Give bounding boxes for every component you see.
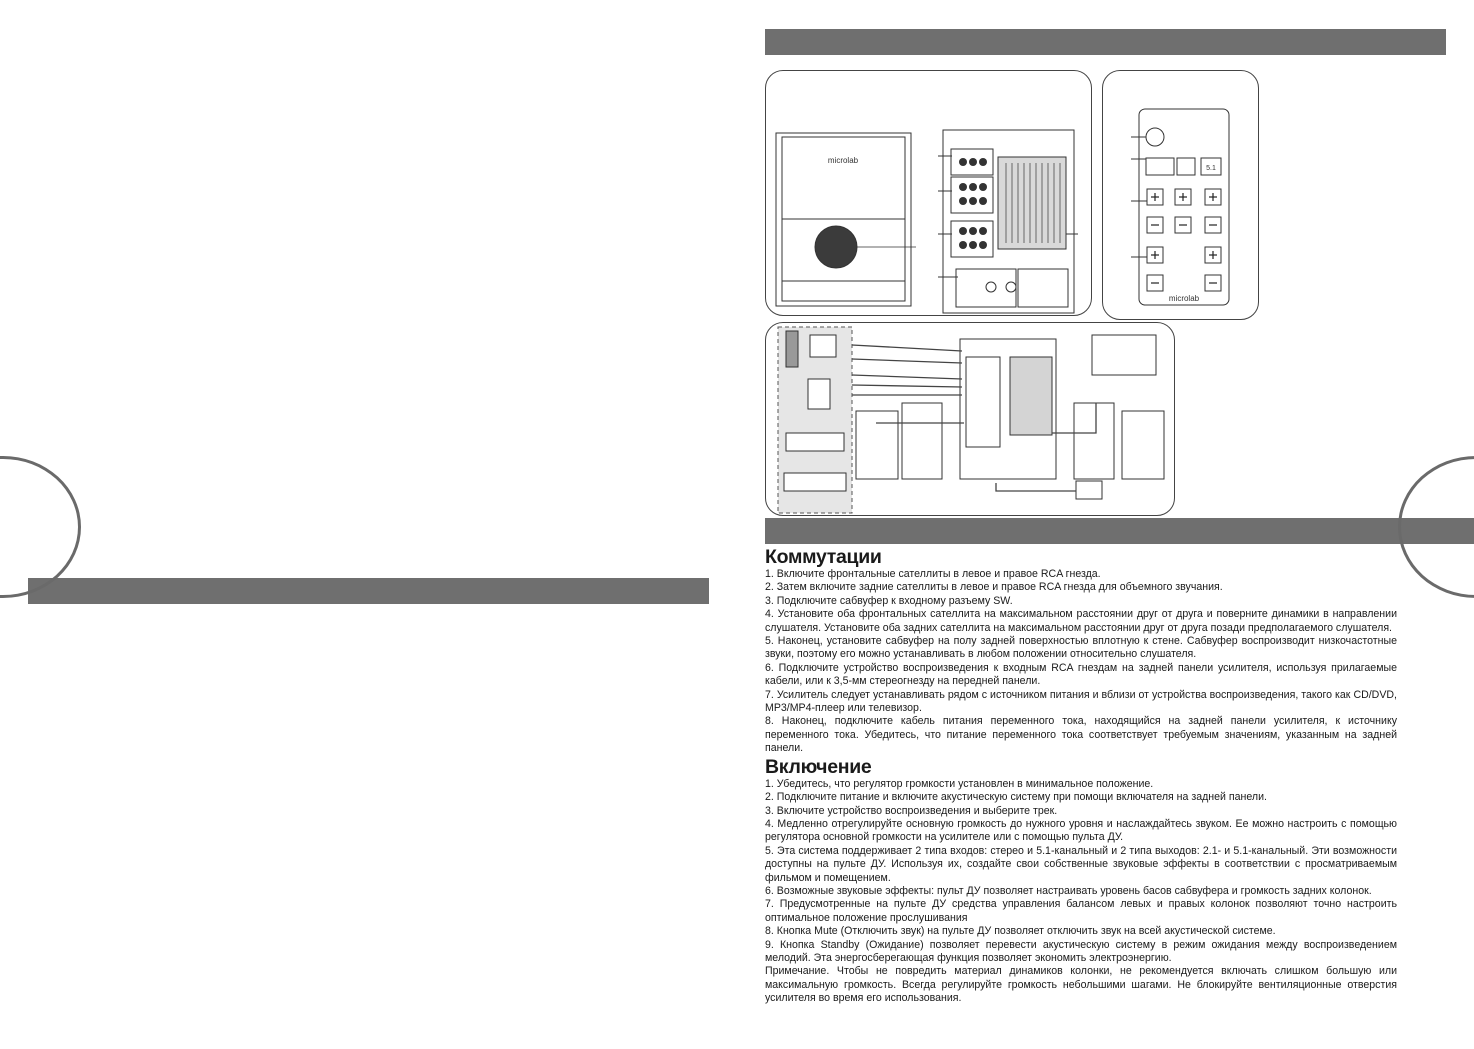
power-on-item-8: 8. Кнопка Mute (Отключить звук) на пульте ДУ позволяет отключить звук на всей акустической системе. <box>765 925 1276 938</box>
heatsink-grille <box>998 157 1066 249</box>
subwoofer-knob <box>815 226 857 268</box>
remote-51-label: 5.1 <box>1206 165 1216 172</box>
dvd-player <box>786 433 844 451</box>
header-bar-right-middle <box>765 518 1474 544</box>
power-on-item-7: 7. Предусмотренные на пульте ДУ средства управления балансом левых и правых колонок позволяют точно настроить оптимальное положение прослушивания <box>765 898 1397 924</box>
power-on-heading: Включение <box>765 755 872 778</box>
header-bar-left <box>28 578 709 604</box>
display-unit <box>1092 335 1156 375</box>
power-on-item-4: 4. Медленно отрегулируйте основную громкость до нужного уровня и наслаждайтесь звуком. Ее можно настроить с помощью регулятора основной громкости на усилителе или с помощью пульта ДУ. <box>765 817 1397 844</box>
remote-diagram <box>1103 71 1258 319</box>
power-on-item-5: 5. Эта система поддерживает 2 типа входов: стерео и 5.1-канальный и 2 типа выходов: 2.1- и 5.1-канальный. Эти возможности доступны на пульте ДУ. Используя их, создайте свои собственные звуковые эффекты в соответствии с просматриваемым фильмом и помещением. <box>765 844 1397 884</box>
front-left-speaker <box>856 411 898 479</box>
connections-heading: Коммутации <box>765 546 882 568</box>
remote-standby-button <box>1146 128 1164 146</box>
connections-item-1: 1. Включите фронтальные сателлиты в левое и правое RCA гнезда. <box>765 568 1101 580</box>
front-right-speaker <box>1122 411 1164 479</box>
connections-item-5: 5. Наконец, установите сабвуфер на полу задней поверхностью вплотную к стене. Сабвуфер воспроизводит низкочастотные звуки, поэтому его можно устанавливать в любом положении относительно слушателя. <box>765 635 1397 661</box>
subwoofer-diagram <box>766 71 1091 315</box>
subwoofer-logo-text: microlab <box>827 156 859 165</box>
mp3-player <box>808 379 830 409</box>
connections-item-6: 6. Подключите устройство воспроизведения к входным RCA гнездам на задней панели усилителя, используя прилагаемые кабели, или к 3,5-мм стереогнезду на передней панели. <box>765 661 1397 688</box>
remote-body <box>1139 109 1229 305</box>
connection-diagram-panel <box>765 322 1175 516</box>
power-on-item-1: 1. Убедитесь, что регулятор громкости установлен в минимальное положение. <box>765 777 1154 790</box>
remote-logo-text: microlab <box>1168 294 1200 303</box>
monitor <box>810 335 836 357</box>
connection-diagram <box>766 323 1174 515</box>
header-bar-right-top <box>765 29 1446 55</box>
power-on-item-6: 6. Возможные звуковые эффекты: пульт ДУ позволяет настраивать уровень басов сабвуфера и громкость задних колонок. <box>765 884 1372 897</box>
decorative-arc-left <box>0 456 81 598</box>
power-on-item-3: 3. Включите устройство воспроизведения и выберите трек. <box>765 804 1058 817</box>
subwoofer-illustration-panel <box>765 70 1092 316</box>
instructions-text <box>765 546 1397 1006</box>
power-outlet <box>1076 481 1102 499</box>
rear-left-speaker <box>902 403 942 479</box>
connections-item-4: 4. Установите оба фронтальных сателлита на максимальном расстоянии друг от друга и поверните динамики в направлении слушателя. Установите оба задних сателлита на максимальном расстоянии друг от друга позади предполагаемого слушателя. <box>765 608 1397 634</box>
connections-item-8: 8. Наконец, подключите кабель питания переменного тока, находящийся на задней панели усилителя, к источнику переменного тока. Убедитесь, что питание переменного тока соответствует требуемым значениям, указанным на задней панели. <box>765 715 1397 755</box>
remote-illustration-panel <box>1102 70 1259 320</box>
power-on-item-2: 2. Подключите питание и включите акустическую систему при помощи включателя на задней панели. <box>765 791 1267 804</box>
cd-player <box>784 473 846 491</box>
pc-tower <box>786 331 798 367</box>
power-on-note: Примечание. Чтобы не повредить материал динамиков колонки, не рекомендуется включать слишком большую или максимальную громкость. Всегда регулируйте громкость небольшими шагами. Не блокируйте вентиляционные отверстия усилителя во время его использования. <box>765 965 1397 1005</box>
connections-item-7: 7. Усилитель следует устанавливать рядом с источником питания и вблизи от устройства воспроизведения, такого как CD/DVD, MP3/MP4-плеер или телевизор. <box>765 688 1397 715</box>
power-on-item-9: 9. Кнопка Standby (Ожидание) позволяет перевести акустическую систему в режим ожидания между воспроизведением мелодий. Эта энергосберегающая функция позволяет экономить электроэнергию. <box>765 938 1397 964</box>
rear-right-speaker <box>1074 403 1114 479</box>
decorative-arc-right <box>1398 456 1474 598</box>
connections-item-2: 2. Затем включите задние сателлиты в левое и правое RCA гнезда для объемного звучания. <box>765 581 1223 594</box>
connections-item-3: 3. Подключите сабвуфер к входному разъему SW. <box>765 594 1013 607</box>
